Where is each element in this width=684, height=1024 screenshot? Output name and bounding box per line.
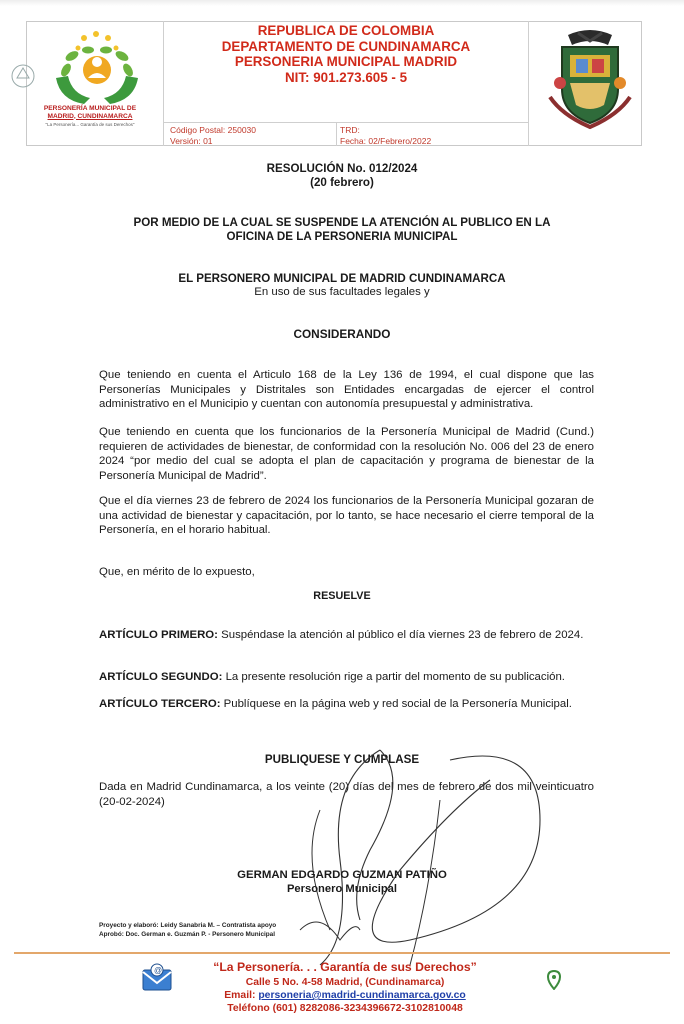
article-2-label: ARTÍCULO SEGUNDO: [99,671,223,683]
header-meta-divider [336,122,337,146]
logo-caption [40,105,140,120]
footer-email-link[interactable]: personeria@madrid-cundinamarca.gov.co [258,990,466,1001]
logo-caption-line2: MADRID, CUNDINAMARCA [47,112,133,120]
small-stamp-icon [8,58,38,98]
footer-email-row [150,989,540,1003]
trd: TRD: [340,125,360,135]
footer-phone: Teléfono (601) 8282086-3234396672-3102810048 [227,1003,463,1014]
document-date: Fecha: 02/Febrero/2022 [340,136,432,146]
proyecto-text: Proyecto y elaboró: Leidy Sanabria M. – Contratista apoyo [99,922,277,929]
aprobo-text: Aprobó: Doc. German e. Guzmán P. - Personero Municipal [99,931,276,938]
authority-title: EL PERSONERO MUNICIPAL DE MADRID CUNDINAMARCA [178,272,506,285]
header-divider [528,21,529,146]
header-title-line: DEPARTAMENTO DE CUNDINAMARCA [221,38,471,54]
header-meta-line [164,122,528,123]
article-1-text: Suspéndase la atención al público el día viernes 23 de febrero de 2024. [217,629,584,641]
subject-line: OFICINA DE LA PERSONERIA MUNICIPAL [226,230,458,243]
considerando-paragraph-1: Que teniendo en cuenta el Articulo 168 de la Ley 136 de 1994, el cual dispone que las Personerías Municipales y Distritales son Entidades encargadas de ejercer el control administrativo en el Municipio y cuentan con autonomía presupuestal y administrativa. [99,369,594,411]
considerando-paragraph-2: Que teniendo en cuenta que los funcionarios de la Personería Municipal de Madrid (Cund.) requieren de actividades de bienestar, de conformidad con la resolución No. 006 del 23 de enero 2024 “por medio del cual se adopta el plan de capacitación y programa de bienestar de la Personería Municipal de Madrid”. [99,426,594,482]
resuelve-heading: RESUELVE [313,590,371,602]
signer-name: GERMAN EDGARDO GUZMAN PATIÑO [237,869,447,881]
footer-address: Calle 5 No. 4-58 Madrid, (Cundinamarca) [245,977,445,988]
dada-text: Dada en Madrid Cundinamarca, a los veinte (20) días del mes de febrero de dos mil veinticuatro (20-02-2024) [99,781,594,808]
considerando-paragraph-3: Que el día viernes 23 de febrero de 2024 los funcionarios de la Personería Municipal gozaran de una actividad de bienestar y capacitación, por lo tanto, se hace necesario el cierre temporal de la Personería, en el horario habitual. [99,495,594,537]
header-title-line: PERSONERIA MUNICIPAL MADRID [234,54,458,69]
version: Versión: 01 [170,136,213,146]
resolution-date: (20 febrero) [310,176,374,189]
considerando-heading: CONSIDERANDO [293,327,391,341]
article-3 [99,697,594,712]
article-2 [99,670,594,685]
scan-edge [0,0,684,6]
header-nit: NIT: 901.273.605 - 5 [284,69,408,85]
header-title-line: REPUBLICA DE COLOMBIA [257,23,435,38]
authority-subtitle: En uso de sus facultades legales y [254,286,430,298]
logo-caption-line1: PERSONERÍA MUNICIPAL DE [43,105,137,112]
publiquese-heading: PUBLIQUESE Y CUMPLASE [264,753,420,766]
article-1-label: ARTÍCULO PRIMERO: [99,629,218,641]
article-2-text: La presente resolución rige a partir del momento de su publicación. [222,671,565,683]
municipal-seal-icon [548,27,632,131]
footer-divider [14,952,670,954]
handwritten-signature [260,740,560,970]
article-3-text: Publíquese en la página web y red social de la Personería Municipal. [220,698,572,710]
article-3-label: ARTÍCULO TERCERO: [99,698,221,710]
article-1 [99,628,594,643]
subject-line: POR MEDIO DE LA CUAL SE SUSPENDE LA ATENCIÓN AL PUBLICO EN LA [133,216,551,229]
postal-code: Código Postal: 250030 [170,125,257,135]
svg-text:@: @ [154,966,163,975]
signer-role: Personero Municipal [286,883,398,895]
merito-text: Que, en mérito de lo expuesto, [99,566,255,578]
location-pin-icon [546,970,562,990]
header-title [164,23,528,85]
resolution-number: RESOLUCIÓN No. 012/2024 [266,162,418,175]
footer-slogan: “La Personería. . . Garantía de sus Derechos” [213,960,477,974]
footer-email-label: Email: [224,990,259,1001]
logo-motto: "La Personería... Garantía de sus Derechos" [45,122,135,127]
